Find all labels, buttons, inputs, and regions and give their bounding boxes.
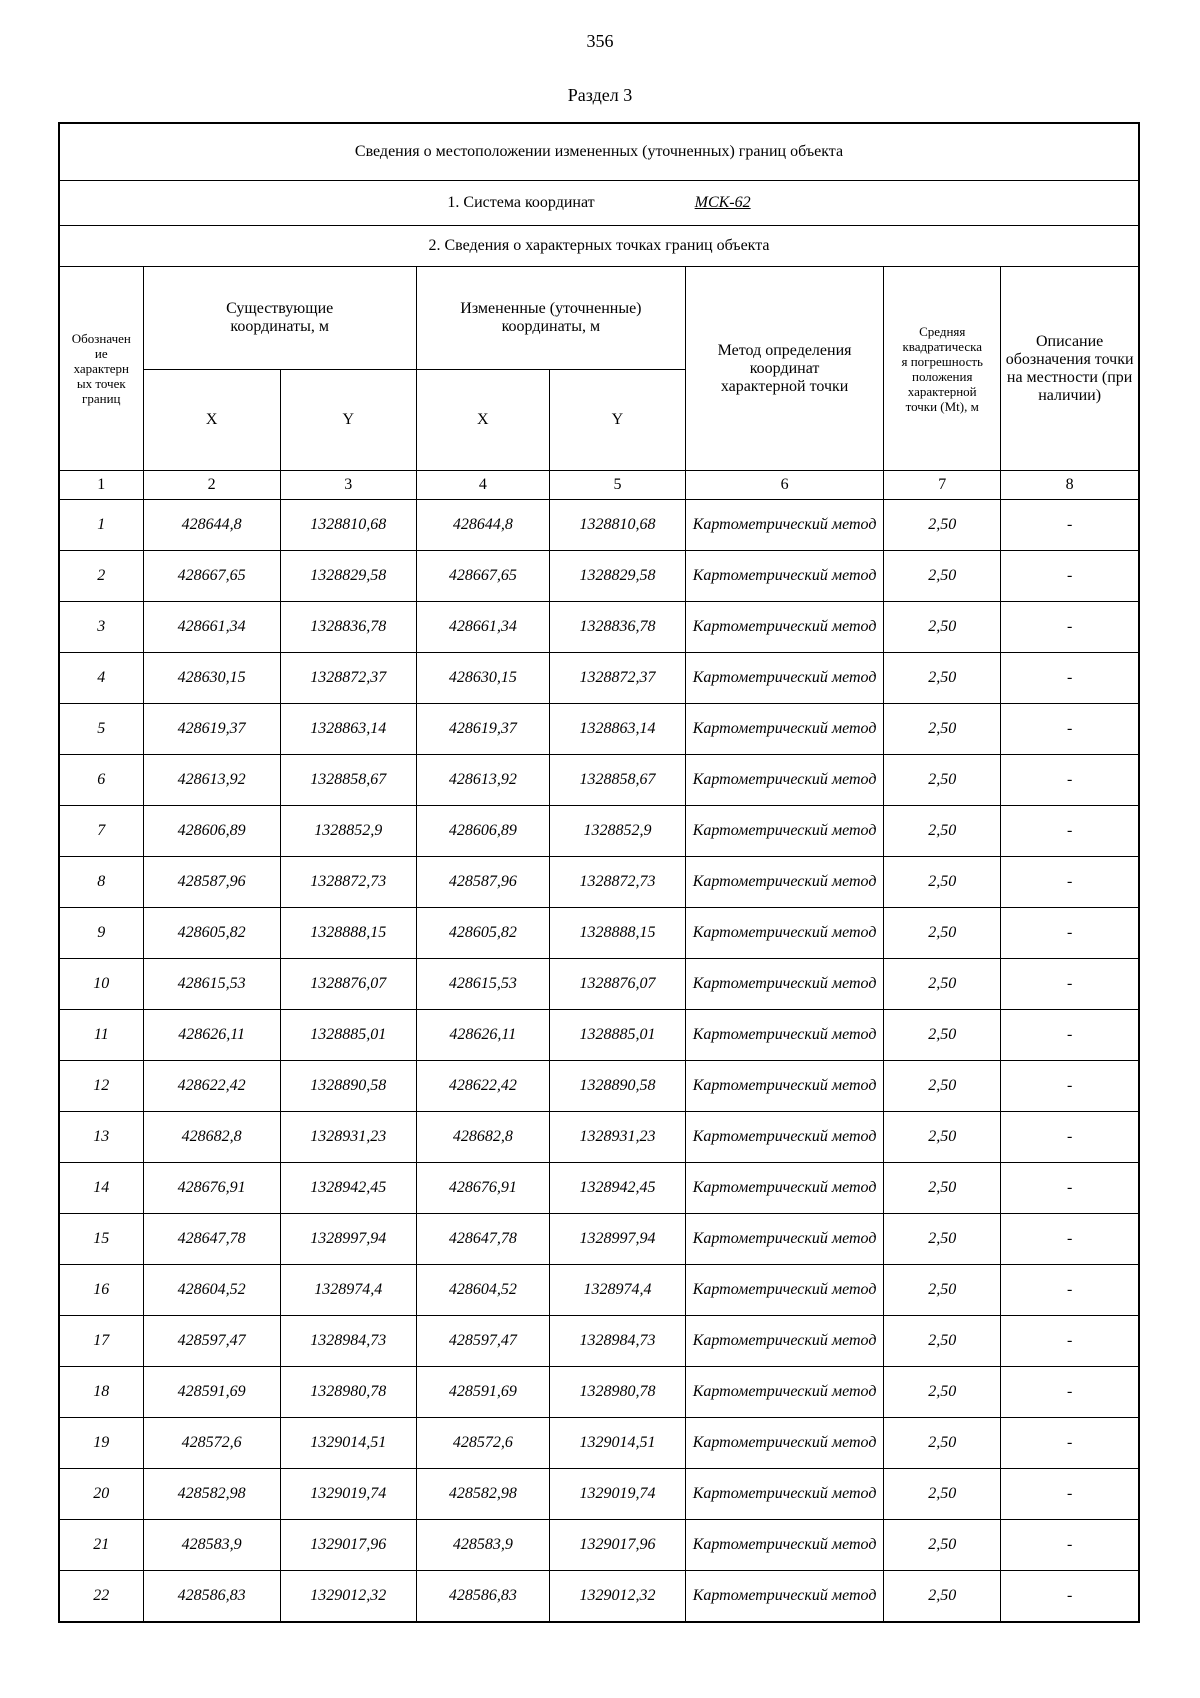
col-header-point-designation: Обозначение характерных точек границ: [59, 267, 143, 471]
existing-y-cell: 1328888,15: [280, 908, 416, 959]
table-row: [59, 755, 1139, 806]
existing-y-cell: 1328858,67: [280, 755, 416, 806]
changed-y-cell: 1328888,15: [549, 908, 685, 959]
table-row: [59, 500, 1139, 551]
changed-y-cell: 1328858,67: [549, 755, 685, 806]
column-number-8: 8: [1001, 471, 1139, 500]
table-row: [59, 1469, 1139, 1520]
table-row: [59, 1316, 1139, 1367]
existing-y-cell: 1328852,9: [280, 806, 416, 857]
changed-x-cell: 428604,52: [416, 1265, 549, 1316]
description-cell: -: [1001, 1469, 1139, 1520]
existing-y-cell: 1328931,23: [280, 1112, 416, 1163]
coordinate-system-value: МСК-62: [694, 194, 751, 211]
description-cell: -: [1001, 1367, 1139, 1418]
changed-y-cell: 1328942,45: [549, 1163, 685, 1214]
existing-y-cell: 1328829,58: [280, 551, 416, 602]
existing-x-cell: 428676,91: [143, 1163, 280, 1214]
table-row: [59, 1010, 1139, 1061]
existing-x-cell: 428591,69: [143, 1367, 280, 1418]
changed-x-cell: 428591,69: [416, 1367, 549, 1418]
table-row: [59, 1520, 1139, 1571]
method-cell: Картометрический метод: [686, 1163, 884, 1214]
method-cell: Картометрический метод: [686, 1367, 884, 1418]
table-title: Сведения о местоположении измененных (уточненных) границ объекта: [59, 123, 1139, 181]
existing-y-cell: 1328810,68: [280, 500, 416, 551]
changed-x-cell: 428667,65: [416, 551, 549, 602]
table-row: [59, 1418, 1139, 1469]
column-number-5: 5: [549, 471, 685, 500]
table-row: [59, 1367, 1139, 1418]
column-numbers-row: [59, 471, 1139, 500]
description-cell: -: [1001, 806, 1139, 857]
existing-x-cell: 428630,15: [143, 653, 280, 704]
error-cell: 2,50: [884, 806, 1001, 857]
method-cell: Картометрический метод: [686, 1520, 884, 1571]
point-number-cell: 13: [59, 1112, 143, 1163]
error-cell: 2,50: [884, 1520, 1001, 1571]
column-number-2: 2: [143, 471, 280, 500]
existing-x-cell: 428667,65: [143, 551, 280, 602]
changed-x-cell: 428626,11: [416, 1010, 549, 1061]
method-cell: Картометрический метод: [686, 704, 884, 755]
error-cell: 2,50: [884, 1214, 1001, 1265]
existing-x-cell: 428572,6: [143, 1418, 280, 1469]
existing-y-cell: 1329014,51: [280, 1418, 416, 1469]
col-header-changed-y: Y: [549, 370, 685, 471]
existing-y-cell: 1328836,78: [280, 602, 416, 653]
existing-x-cell: 428661,34: [143, 602, 280, 653]
point-number-cell: 19: [59, 1418, 143, 1469]
point-number-cell: 1: [59, 500, 143, 551]
description-cell: -: [1001, 1010, 1139, 1061]
changed-y-cell: 1328852,9: [549, 806, 685, 857]
method-cell: Картометрический метод: [686, 1061, 884, 1112]
existing-y-cell: 1329012,32: [280, 1571, 416, 1623]
existing-x-cell: 428619,37: [143, 704, 280, 755]
table-row: [59, 959, 1139, 1010]
col-header-mean-square-error: Средняя квадратическая погрешность положения характерной точки (Mt), м: [884, 267, 1001, 471]
coordinate-system-cell: [59, 181, 1139, 226]
existing-x-cell: 428613,92: [143, 755, 280, 806]
description-cell: -: [1001, 551, 1139, 602]
description-cell: -: [1001, 1214, 1139, 1265]
existing-x-cell: 428626,11: [143, 1010, 280, 1061]
error-cell: 2,50: [884, 1112, 1001, 1163]
method-cell: Картометрический метод: [686, 1265, 884, 1316]
method-cell: Картометрический метод: [686, 602, 884, 653]
point-number-cell: 14: [59, 1163, 143, 1214]
page-number: 356: [586, 31, 614, 51]
col-header-method: Метод определения координат характерной точки: [686, 267, 884, 471]
existing-y-cell: 1329017,96: [280, 1520, 416, 1571]
point-number-cell: 9: [59, 908, 143, 959]
point-number-cell: 12: [59, 1061, 143, 1112]
method-cell: Картометрический метод: [686, 1112, 884, 1163]
description-cell: -: [1001, 959, 1139, 1010]
existing-x-cell: 428647,78: [143, 1214, 280, 1265]
column-number-1: 1: [59, 471, 143, 500]
changed-x-cell: 428613,92: [416, 755, 549, 806]
existing-x-cell: 428597,47: [143, 1316, 280, 1367]
col-header-existing-y: Y: [280, 370, 416, 471]
existing-x-cell: 428587,96: [143, 857, 280, 908]
description-cell: -: [1001, 1112, 1139, 1163]
point-number-cell: 18: [59, 1367, 143, 1418]
description-cell: -: [1001, 602, 1139, 653]
error-cell: 2,50: [884, 1418, 1001, 1469]
changed-x-cell: 428572,6: [416, 1418, 549, 1469]
error-cell: 2,50: [884, 1367, 1001, 1418]
error-cell: 2,50: [884, 653, 1001, 704]
description-cell: -: [1001, 500, 1139, 551]
existing-y-cell: 1328980,78: [280, 1367, 416, 1418]
table-row: [59, 908, 1139, 959]
point-number-cell: 3: [59, 602, 143, 653]
method-cell: Картометрический метод: [686, 1214, 884, 1265]
description-cell: -: [1001, 908, 1139, 959]
method-cell: Картометрический метод: [686, 1010, 884, 1061]
changed-y-cell: 1328974,4: [549, 1265, 685, 1316]
description-cell: -: [1001, 1316, 1139, 1367]
changed-x-cell: 428587,96: [416, 857, 549, 908]
method-cell: Картометрический метод: [686, 653, 884, 704]
changed-y-cell: 1328872,37: [549, 653, 685, 704]
points-tbody: [59, 500, 1139, 1623]
error-cell: 2,50: [884, 959, 1001, 1010]
changed-y-cell: 1329014,51: [549, 1418, 685, 1469]
point-number-cell: 15: [59, 1214, 143, 1265]
changed-y-cell: 1328997,94: [549, 1214, 685, 1265]
col-header-existing-x: X: [143, 370, 280, 471]
method-cell: Картометрический метод: [686, 806, 884, 857]
points-section-row: [59, 226, 1139, 267]
existing-x-cell: 428606,89: [143, 806, 280, 857]
point-number-cell: 4: [59, 653, 143, 704]
error-cell: 2,50: [884, 1265, 1001, 1316]
point-number-cell: 17: [59, 1316, 143, 1367]
table-row: [59, 1163, 1139, 1214]
method-cell: Картометрический метод: [686, 857, 884, 908]
point-number-cell: 11: [59, 1010, 143, 1061]
description-cell: -: [1001, 1418, 1139, 1469]
existing-x-cell: 428644,8: [143, 500, 280, 551]
error-cell: 2,50: [884, 1469, 1001, 1520]
column-number-7: 7: [884, 471, 1001, 500]
existing-y-cell: 1328876,07: [280, 959, 416, 1010]
col-header-description: Описание обозначения точки на местности (при наличии): [1001, 267, 1139, 471]
point-number-cell: 21: [59, 1520, 143, 1571]
column-number-3: 3: [280, 471, 416, 500]
changed-y-cell: 1328829,58: [549, 551, 685, 602]
existing-x-cell: 428583,9: [143, 1520, 280, 1571]
changed-x-cell: 428583,9: [416, 1520, 549, 1571]
table-row: [59, 857, 1139, 908]
error-cell: 2,50: [884, 1010, 1001, 1061]
changed-y-cell: 1328885,01: [549, 1010, 685, 1061]
changed-x-cell: 428676,91: [416, 1163, 549, 1214]
existing-y-cell: 1328872,73: [280, 857, 416, 908]
changed-x-cell: 428597,47: [416, 1316, 549, 1367]
coordinate-system-row: [59, 181, 1139, 226]
column-number-6: 6: [686, 471, 884, 500]
existing-x-cell: 428582,98: [143, 1469, 280, 1520]
method-cell: Картометрический метод: [686, 1418, 884, 1469]
changed-x-cell: 428644,8: [416, 500, 549, 551]
changed-y-cell: 1329012,32: [549, 1571, 685, 1623]
changed-y-cell: 1328872,73: [549, 857, 685, 908]
section-title: Раздел 3: [567, 85, 633, 105]
col-header-changed-x: X: [416, 370, 549, 471]
description-cell: -: [1001, 1571, 1139, 1623]
description-cell: -: [1001, 1265, 1139, 1316]
changed-y-cell: 1328890,58: [549, 1061, 685, 1112]
existing-x-cell: 428604,52: [143, 1265, 280, 1316]
changed-x-cell: 428647,78: [416, 1214, 549, 1265]
coordinate-system-label: 1. Система координат: [447, 194, 595, 211]
description-cell: -: [1001, 704, 1139, 755]
existing-x-cell: 428615,53: [143, 959, 280, 1010]
changed-y-cell: 1328984,73: [549, 1316, 685, 1367]
changed-y-cell: 1329019,74: [549, 1469, 685, 1520]
changed-x-cell: 428619,37: [416, 704, 549, 755]
table-row: [59, 1112, 1139, 1163]
points-section-label: 2. Сведения о характерных точках границ объекта: [59, 226, 1139, 267]
error-cell: 2,50: [884, 1571, 1001, 1623]
method-cell: Картометрический метод: [686, 1469, 884, 1520]
changed-y-cell: 1328876,07: [549, 959, 685, 1010]
table-row: [59, 1265, 1139, 1316]
point-number-cell: 7: [59, 806, 143, 857]
point-number-cell: 10: [59, 959, 143, 1010]
changed-x-cell: 428682,8: [416, 1112, 549, 1163]
changed-y-cell: 1328836,78: [549, 602, 685, 653]
method-cell: Картометрический метод: [686, 1316, 884, 1367]
description-cell: -: [1001, 755, 1139, 806]
error-cell: 2,50: [884, 500, 1001, 551]
table-title-row: [59, 123, 1139, 181]
description-cell: -: [1001, 1061, 1139, 1112]
point-number-cell: 5: [59, 704, 143, 755]
error-cell: 2,50: [884, 551, 1001, 602]
description-cell: -: [1001, 1163, 1139, 1214]
existing-y-cell: 1329019,74: [280, 1469, 416, 1520]
col-header-existing-coords: Существующие координаты, м: [143, 267, 416, 370]
column-number-4: 4: [416, 471, 549, 500]
existing-x-cell: 428682,8: [143, 1112, 280, 1163]
point-number-cell: 6: [59, 755, 143, 806]
method-cell: Картометрический метод: [686, 908, 884, 959]
changed-x-cell: 428606,89: [416, 806, 549, 857]
table-row: [59, 1061, 1139, 1112]
existing-y-cell: 1328997,94: [280, 1214, 416, 1265]
existing-y-cell: 1328974,4: [280, 1265, 416, 1316]
existing-y-cell: 1328872,37: [280, 653, 416, 704]
table-row: [59, 551, 1139, 602]
changed-x-cell: 428661,34: [416, 602, 549, 653]
header-row-groups: [59, 267, 1139, 370]
existing-y-cell: 1328890,58: [280, 1061, 416, 1112]
point-number-cell: 2: [59, 551, 143, 602]
changed-y-cell: 1328810,68: [549, 500, 685, 551]
error-cell: 2,50: [884, 755, 1001, 806]
existing-y-cell: 1328984,73: [280, 1316, 416, 1367]
error-cell: 2,50: [884, 1163, 1001, 1214]
error-cell: 2,50: [884, 602, 1001, 653]
existing-x-cell: 428605,82: [143, 908, 280, 959]
point-number-cell: 20: [59, 1469, 143, 1520]
description-cell: -: [1001, 1520, 1139, 1571]
existing-x-cell: 428622,42: [143, 1061, 280, 1112]
changed-y-cell: 1328980,78: [549, 1367, 685, 1418]
table-row: [59, 806, 1139, 857]
error-cell: 2,50: [884, 1061, 1001, 1112]
changed-y-cell: 1329017,96: [549, 1520, 685, 1571]
existing-x-cell: 428586,83: [143, 1571, 280, 1623]
method-cell: Картометрический метод: [686, 959, 884, 1010]
method-cell: Картометрический метод: [686, 500, 884, 551]
changed-x-cell: 428615,53: [416, 959, 549, 1010]
method-cell: Картометрический метод: [686, 1571, 884, 1623]
changed-x-cell: 428622,42: [416, 1061, 549, 1112]
method-cell: Картометрический метод: [686, 551, 884, 602]
changed-x-cell: 428630,15: [416, 653, 549, 704]
description-cell: -: [1001, 653, 1139, 704]
error-cell: 2,50: [884, 908, 1001, 959]
table-row: [59, 1214, 1139, 1265]
existing-y-cell: 1328885,01: [280, 1010, 416, 1061]
existing-y-cell: 1328942,45: [280, 1163, 416, 1214]
method-cell: Картометрический метод: [686, 755, 884, 806]
point-number-cell: 8: [59, 857, 143, 908]
existing-y-cell: 1328863,14: [280, 704, 416, 755]
boundaries-table: [58, 122, 1140, 1623]
table-row: [59, 653, 1139, 704]
changed-x-cell: 428605,82: [416, 908, 549, 959]
point-number-cell: 16: [59, 1265, 143, 1316]
description-cell: -: [1001, 857, 1139, 908]
changed-y-cell: 1328931,23: [549, 1112, 685, 1163]
point-number-cell: 22: [59, 1571, 143, 1623]
table-row: [59, 704, 1139, 755]
col-header-changed-coords: Измененные (уточненные) координаты, м: [416, 267, 685, 370]
changed-x-cell: 428586,83: [416, 1571, 549, 1623]
table-row: [59, 602, 1139, 653]
error-cell: 2,50: [884, 704, 1001, 755]
error-cell: 2,50: [884, 1316, 1001, 1367]
table-row: [59, 1571, 1139, 1623]
changed-x-cell: 428582,98: [416, 1469, 549, 1520]
error-cell: 2,50: [884, 857, 1001, 908]
changed-y-cell: 1328863,14: [549, 704, 685, 755]
